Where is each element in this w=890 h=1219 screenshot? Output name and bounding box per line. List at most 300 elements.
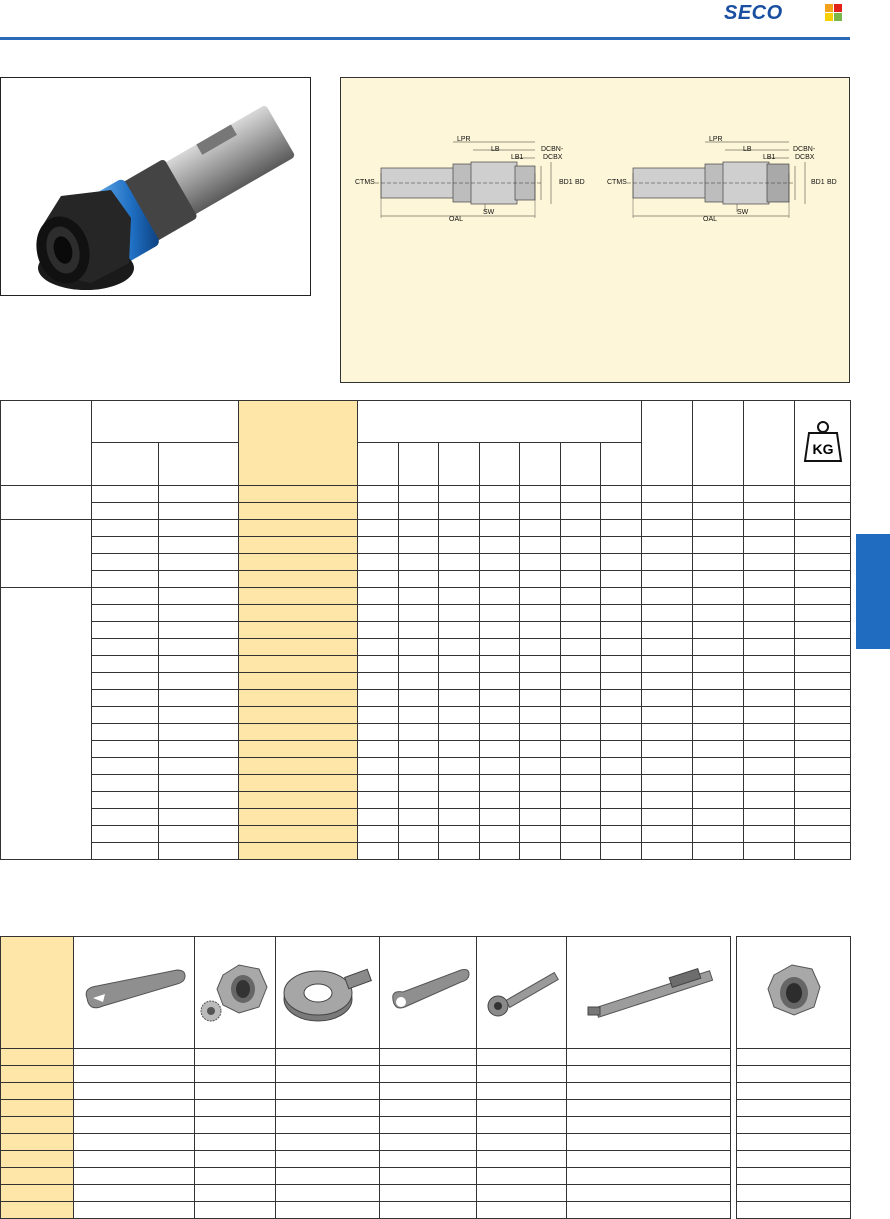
label-bd1-2: BD1 [811,179,825,186]
spec-cell [520,843,561,860]
product-photo-frame [0,77,311,296]
spec-cell [480,503,520,520]
accessory-cell [737,1066,851,1083]
label-dcbx-2: DCBX [795,154,815,161]
spec-cell [358,605,399,622]
label-bd: BD [575,179,585,186]
spec-cell [239,486,358,503]
torque-wrench-icon [574,957,724,1027]
header-cell-dim-3 [439,443,480,486]
spec-row [1,656,851,673]
spec-cell [159,656,239,673]
spec-cell [239,707,358,724]
spec-cell [520,707,561,724]
spec-cell [693,809,744,826]
spec-row [1,707,851,724]
accessory-cell [1,1168,74,1185]
spec-row [1,724,851,741]
spec-row [1,758,851,775]
spec-cell [561,792,601,809]
spec-cell [92,758,159,775]
spec-cell [358,656,399,673]
accessory-cell [74,1168,195,1185]
header-cell-extra-2 [693,401,744,486]
spec-cell [439,537,480,554]
accessory-cell [477,1049,567,1066]
spec-cell [159,673,239,690]
spec-cell [744,792,795,809]
spec-cell [693,486,744,503]
spec-cell [561,571,601,588]
weight-kg-icon [803,419,843,465]
header-cell-dim-7 [601,443,642,486]
accessory-cell [1,1134,74,1151]
label-lb-2: LB [743,146,752,153]
spec-cell [92,707,159,724]
wrench-fixture-icon [280,957,376,1027]
spec-cell [239,639,358,656]
spec-cell [520,639,561,656]
accessory-row [1,1202,851,1219]
header-rule [0,37,850,40]
spec-cell [520,690,561,707]
spec-cell [480,673,520,690]
spec-cell [480,554,520,571]
spec-cell [480,758,520,775]
spec-cell [520,486,561,503]
spec-row [1,622,851,639]
accessory-cell [477,1066,567,1083]
spec-cell [358,639,399,656]
spec-cell [693,843,744,860]
spec-cell [693,826,744,843]
spec-cell [561,554,601,571]
spec-cell [399,775,439,792]
accessory-cell [276,1049,380,1066]
spec-cell [795,486,851,503]
dimension-drawings-panel [340,77,850,383]
accessory-cell [567,1134,731,1151]
spec-cell [159,775,239,792]
spec-cell [520,503,561,520]
spec-cell [439,554,480,571]
collet-nut-icon [754,957,834,1027]
spec-row [1,639,851,656]
spec-cell [159,809,239,826]
spec-cell [159,588,239,605]
spec-cell [239,554,358,571]
acc-header-torque-wrench [567,937,731,1049]
spec-cell [520,571,561,588]
spec-row [1,503,851,520]
spec-cell [358,707,399,724]
spec-cell [358,758,399,775]
accessory-cell [195,1185,276,1202]
spec-cell [642,605,693,622]
spec-cell [601,605,642,622]
spec-cell [92,826,159,843]
accessory-cell [74,1100,195,1117]
spec-cell [480,571,520,588]
spec-cell [520,724,561,741]
spec-cell [744,537,795,554]
spec-row [1,775,851,792]
spec-cell [159,503,239,520]
spec-cell [239,758,358,775]
accessory-cell [567,1117,731,1134]
accessory-cell [276,1185,380,1202]
spec-cell [399,656,439,673]
accessory-cell [276,1151,380,1168]
header-cell-weight [795,401,851,486]
spec-cell [480,588,520,605]
spec-cell [399,809,439,826]
spec-cell [744,520,795,537]
spec-cell [159,537,239,554]
spec-row [1,741,851,758]
spec-cell [92,792,159,809]
spec-cell [561,690,601,707]
spec-cell [795,724,851,741]
accessory-row [1,1151,851,1168]
accessory-row [1,1134,851,1151]
accessory-cell [276,1202,380,1219]
spec-cell [642,554,693,571]
spec-cell [561,707,601,724]
spec-row [1,554,851,571]
spec-cell [239,843,358,860]
spec-cell [439,690,480,707]
spec-cell [159,554,239,571]
spec-cell [159,486,239,503]
accessory-cell [195,1202,276,1219]
label-dcbx: DCBX [543,154,563,161]
header-cell-dim-6 [561,443,601,486]
spec-cell [439,588,480,605]
spec-cell [358,724,399,741]
accessory-cell [276,1117,380,1134]
accessory-cell [737,1083,851,1100]
spec-cell [744,741,795,758]
spec-cell [480,537,520,554]
accessory-cell [195,1168,276,1185]
label-sw-2: SW [737,209,749,216]
accessory-cell [737,1049,851,1066]
spec-cell [358,809,399,826]
spec-cell [159,520,239,537]
spec-cell [601,724,642,741]
spec-cell [239,537,358,554]
accessory-cell [1,1202,74,1219]
spec-row [1,690,851,707]
spec-cell [399,826,439,843]
spec-cell [601,707,642,724]
spec-cell [744,554,795,571]
header-cell-extra-3 [744,401,795,486]
label-lpr: LPR [457,136,471,143]
spec-cell [744,809,795,826]
spec-cell [642,486,693,503]
spec-cell [92,520,159,537]
spec-cell [399,622,439,639]
spec-cell [601,809,642,826]
logo-square-green [834,13,842,21]
spec-cell [520,741,561,758]
spec-cell [239,673,358,690]
label-sw: SW [483,209,495,216]
spec-cell [744,605,795,622]
spec-cell [399,520,439,537]
label-oal-2: OAL [703,216,718,223]
spec-cell [159,639,239,656]
logo-square-orange [825,4,833,12]
accessory-cell [567,1151,731,1168]
accessory-cell [195,1117,276,1134]
hook-spanner-icon [383,962,473,1022]
spec-cell [239,622,358,639]
accessory-cell [567,1185,731,1202]
accessory-cell [567,1083,731,1100]
spec-cell [693,622,744,639]
spec-cell [92,554,159,571]
spec-cell [642,537,693,554]
spec-cell [693,656,744,673]
header-cell-dim-5 [520,443,561,486]
spec-cell [601,520,642,537]
accessory-cell [737,1100,851,1117]
spec-cell [92,724,159,741]
accessory-cell [74,1134,195,1151]
spec-cell [358,741,399,758]
spec-cell [744,826,795,843]
spec-cell [92,588,159,605]
spec-cell [693,605,744,622]
spec-cell [480,656,520,673]
spec-cell [358,775,399,792]
spec-row [1,486,851,503]
accessory-cell [477,1083,567,1100]
spec-cell [159,758,239,775]
spec-cell [159,826,239,843]
accessory-cell [380,1134,477,1151]
spec-cell [693,571,744,588]
header-cell-ordering-code [239,401,358,486]
spec-row [1,809,851,826]
acc-header-nut-gear [195,937,276,1049]
spec-cell [159,707,239,724]
spec-cell [601,673,642,690]
spec-cell [744,588,795,605]
spec-cell [439,622,480,639]
spec-cell [358,571,399,588]
section-side-tab [856,534,890,649]
spec-cell [159,724,239,741]
spec-cell [480,843,520,860]
spec-cell [693,741,744,758]
spec-cell [480,690,520,707]
spec-cell [92,656,159,673]
spec-cell [744,707,795,724]
accessory-cell [380,1100,477,1117]
spec-cell [601,588,642,605]
acc-header-collet-nut [737,937,851,1049]
accessory-cell [276,1066,380,1083]
spec-cell [439,792,480,809]
spec-cell [239,809,358,826]
spec-cell [561,605,601,622]
spec-cell [480,792,520,809]
spec-row [1,673,851,690]
spec-cell [601,826,642,843]
spec-cell [601,486,642,503]
spec-cell [561,622,601,639]
accessory-row [1,1117,851,1134]
accessory-row [1,1185,851,1202]
spec-cell [561,843,601,860]
label-lb1-2: LB1 [763,154,776,161]
label-dcbn: DCBN- [541,146,564,153]
spec-cell [693,520,744,537]
accessory-cell [737,1185,851,1202]
spec-cell [480,622,520,639]
spec-cell [561,656,601,673]
spec-row [1,605,851,622]
spec-cell [744,724,795,741]
spec-cell [642,724,693,741]
accessory-cell [74,1083,195,1100]
accessory-cell [477,1151,567,1168]
spanner-wrench-icon [79,962,189,1022]
spec-cell [358,792,399,809]
spec-row [1,571,851,588]
label-lb1: LB1 [511,154,524,161]
spec-cell [561,724,601,741]
spec-cell [520,673,561,690]
header-cell-designation [92,401,239,443]
spec-row [1,826,851,843]
accessory-cell [380,1066,477,1083]
spec-cell [399,571,439,588]
spec-cell [795,843,851,860]
collet-nut-with-gear-icon [197,957,273,1027]
accessory-cell [737,1117,851,1134]
accessory-cell [195,1100,276,1117]
label-dcbn-2: DCBN- [793,146,816,153]
accessory-cell [1,1117,74,1134]
spec-cell [439,486,480,503]
spec-cell [239,571,358,588]
spec-cell [795,826,851,843]
spec-cell [439,775,480,792]
spec-cell [795,656,851,673]
label-oal: OAL [449,216,464,223]
spec-cell [92,673,159,690]
spec-cell [399,537,439,554]
spec-cell [399,690,439,707]
spec-cell [399,741,439,758]
spec-cell [601,622,642,639]
spec-cell [642,690,693,707]
accessory-row [1,1100,851,1117]
accessory-cell [1,1151,74,1168]
logo-square-yellow [825,13,833,21]
spec-cell [795,673,851,690]
spec-cell [92,537,159,554]
spec-cell [601,775,642,792]
spec-cell [520,656,561,673]
spec-cell [520,758,561,775]
spec-cell [239,605,358,622]
collet-chuck-image [1,78,310,295]
spec-cell [795,520,851,537]
spec-cell [601,690,642,707]
spec-cell [795,571,851,588]
spec-cell [561,537,601,554]
spec-cell [744,673,795,690]
spec-cell [399,605,439,622]
spec-cell [744,622,795,639]
spec-table [0,400,851,860]
accessory-table [0,936,851,1219]
spec-cell [795,809,851,826]
spec-cell [358,690,399,707]
spec-cell [561,503,601,520]
acc-header-ratchet [477,937,567,1049]
accessory-cell [380,1151,477,1168]
spec-cell [795,605,851,622]
acc-header-spanner [74,937,195,1049]
spec-cell [159,792,239,809]
spec-cell [239,690,358,707]
accessory-row [1,1083,851,1100]
spec-cell [642,571,693,588]
spec-cell [399,588,439,605]
spec-cell [520,622,561,639]
spec-cell [399,503,439,520]
spec-cell [520,605,561,622]
dimension-drawing-1 [355,138,563,228]
spec-cell [399,639,439,656]
spec-cell [520,554,561,571]
spec-cell [693,775,744,792]
spec-cell [439,843,480,860]
label-bd-2: BD [827,179,837,186]
spec-cell [358,520,399,537]
spec-cell [92,690,159,707]
spec-cell [480,741,520,758]
spec-cell [399,554,439,571]
spec-cell [520,792,561,809]
accessory-cell [380,1185,477,1202]
accessory-cell [195,1083,276,1100]
spec-cell [439,758,480,775]
spec-cell [744,571,795,588]
acc-header-code [1,937,74,1049]
accessory-cell [195,1151,276,1168]
weight-kg-label: KG [812,441,834,457]
accessory-cell [567,1202,731,1219]
acc-header-fixture [276,937,380,1049]
spec-cell [744,690,795,707]
spec-cell [520,826,561,843]
spec-cell [239,826,358,843]
spec-cell [358,537,399,554]
spec-cell [744,503,795,520]
spec-cell [159,605,239,622]
spec-cell [642,792,693,809]
header-cell-sub-b [159,443,239,486]
spec-cell [795,775,851,792]
